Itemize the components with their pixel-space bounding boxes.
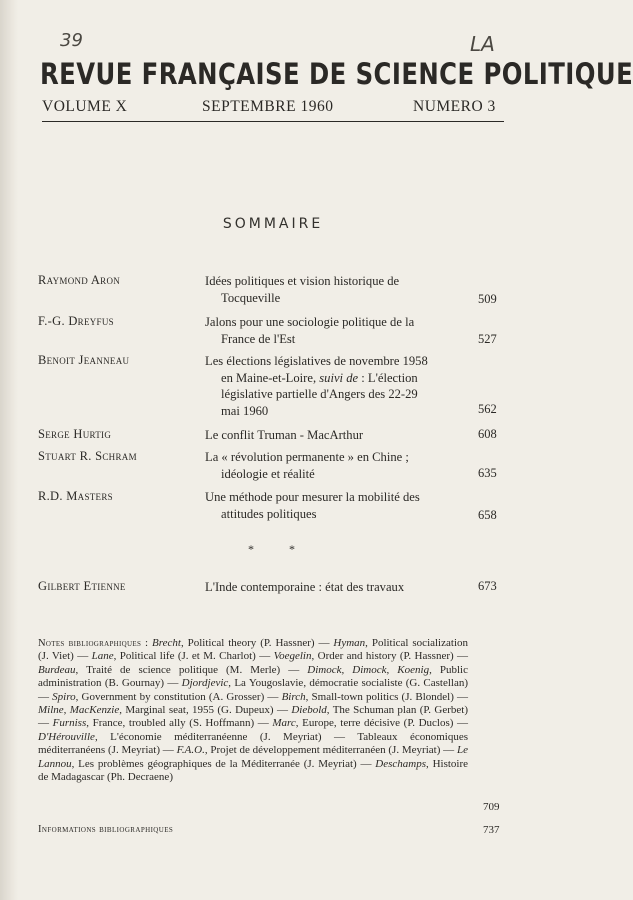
note-author: Birch [281, 690, 306, 703]
entry-author: Stuart R. Schram [38, 449, 137, 463]
handwritten-note-right: LA [470, 32, 495, 56]
entry-title [205, 273, 469, 306]
note-item: F.A.O., Projet de développement méditerranéen (J. Meyriat) [176, 744, 441, 757]
note-title: Political socialization (J. Viet) [38, 637, 468, 663]
note-item: Deschamps, Histoire de Madagascar (Ph. Decraene) [38, 757, 469, 784]
entry-title [205, 314, 469, 347]
note-item: Djordjevic, La Yougoslavie, démocratie socialiste (G. Castellan) [181, 677, 468, 690]
note-title: Histoire de Madagascar (Ph. Decraene) [38, 757, 469, 784]
note-title: Government by constitution (A. Grosser) [81, 690, 265, 703]
entry-page: 509 [478, 292, 497, 306]
entry-page: 562 [478, 402, 497, 416]
note-author: Hyman [333, 637, 366, 649]
note-author: Diebold [291, 704, 327, 717]
note-item: Burdeau, Traité de science politique (M. Merle) [38, 663, 281, 676]
section-separator: * * [248, 542, 311, 556]
entry-author: F.-G. Dreyfus [38, 314, 114, 328]
note-item: Lane, Political life (J. et M. Charlot) [91, 650, 256, 663]
entry-author: Gilbert Etienne [38, 579, 126, 593]
note-author: D'Hérouville [38, 730, 95, 743]
note-item: Furniss, France, troubled ally (S. Hoffmann) [52, 717, 255, 730]
note-title: Public administration (B. Gournay) [38, 663, 468, 690]
note-item: D'Hérouville, L'économie méditerranéenne (J. Meyriat) [38, 730, 322, 743]
note-title: Marginal seat, 1955 (G. Dupeux) [125, 704, 274, 717]
note-item: Spiro, Government by constitution (A. Grosser) [52, 690, 265, 703]
note-title: Political life (J. et M. Charlot) [119, 650, 256, 663]
note-title: Europe, terre décisive (P. Duclos) [302, 717, 454, 730]
note-item: Birch, Small-town politics (J. Blondel) [281, 690, 454, 703]
note-author: Le Lannou [38, 744, 468, 770]
note-title: Traité de science politique (M. Merle) [86, 663, 281, 676]
note-author: Brecht [152, 637, 181, 649]
entry-page: 658 [478, 508, 497, 522]
journal-masthead: REVUE FRANÇAISE DE SCIENCE POLITIQUE [40, 57, 633, 91]
informations-page: 737 [483, 824, 500, 836]
title-line: en Maine-et-Loire, suivi de : L'élection [221, 370, 418, 385]
entry-title [205, 353, 469, 419]
note-item: Milne, MacKenzie, Marginal seat, 1955 (G. Dupeux) [38, 704, 274, 717]
note-author: Spiro [52, 690, 76, 703]
note-title: La Yougoslavie, démocratie socialiste (G. Castellan) [234, 677, 468, 690]
title-line: Idées politiques et vision historique de [205, 274, 400, 288]
title-line: idéologie et réalité [221, 466, 315, 481]
entry-author: R.D. Masters [38, 489, 113, 503]
title-line: La « révolution permanente » en Chine ; [205, 450, 409, 464]
notes-page: 709 [483, 801, 500, 813]
title-line: attitudes politiques [221, 506, 317, 521]
note-item: Diebold, The Schuman plan (P. Gerbet) [291, 704, 468, 717]
bibliographic-notes: Notes bibliographiques : Brecht, Political theory (P. Hassner) — Hyman, Political socialization (J. Viet) — Lane, Political life (J. et M. Charlot) — Voegelin, Order and history (P. Hassner) — Burdeau, Traité de science politique (M. Merle) — Dimock, Dimock, Koenig, Public administration (B. Gournay) — Djordjevic, La Yougoslavie, démocratie socialiste (G. Castellan) — Spiro, Government by constitution (A. Grosser) — Birch, Small-town politics (J. Blondel) — Milne, MacKenzie, Marginal seat, 1955 (G. Dupeux) — Diebold, The Schuman plan (P. Gerbet) — Furniss, France, troubled ally (S. Hoffmann) — Marc, Europe, terre décisive (P. Duclos) — D'Hérouville, L'économie méditerranéenne (J. Meyriat) — Tableaux économiques méditerranéens (J. Meyriat) — F.A.O., Projet de développement méditerranéen (J. Meyriat) — Le Lannou, Les problèmes géographiques de la Méditerranée (J. Meyriat) — Deschamps, Histoire de Madagascar (Ph. Decraene) [38, 637, 469, 784]
entry-author: Raymond Aron [38, 273, 121, 287]
contents-heading: SOMMAIRE [222, 216, 324, 232]
note-title: Political theory (P. Hassner) [187, 637, 315, 649]
note-author: Djordjevic [181, 677, 229, 690]
entry-page: 527 [478, 332, 497, 346]
note-item: Le Lannou, Les problèmes géographiques de la Méditerranée (J. Meyriat) [38, 744, 468, 770]
entry-title [205, 449, 469, 482]
title-line: législative partielle d'Angers des 22-29 [221, 387, 418, 401]
page-spine-shadow [0, 0, 18, 900]
note-item: Dimock, Dimock, Koenig, Public administration (B. Gournay) [38, 663, 468, 690]
title-line: Les élections législatives de novembre 1958 [205, 354, 428, 368]
note-author: Lane [91, 650, 114, 663]
note-author: Burdeau [38, 663, 76, 676]
entry-title [205, 579, 469, 596]
title-line: Jalons pour une sociologie politique de la [205, 315, 415, 329]
entry-author: Benoit Jeanneau [38, 353, 130, 367]
note-item: Voegelin, Order and history (P. Hassner) [273, 650, 454, 663]
issue-date: SEPTEMBRE 1960 [202, 98, 334, 115]
issue-number: NUMERO 3 [413, 98, 496, 115]
note-title: Les problèmes géographiques de la Méditerranée (J. Meyriat) [78, 757, 357, 770]
title-line: France de l'Est [221, 331, 296, 346]
note-author: Milne, MacKenzie [38, 704, 120, 717]
entry-title [205, 489, 469, 522]
title-line: Le conflit Truman - MacArthur [205, 428, 364, 442]
title-line: mai 1960 [221, 403, 269, 418]
note-author: Furniss [52, 717, 87, 730]
note-author: F.A.O. [176, 744, 205, 757]
note-item: Brecht, Political theory (P. Hassner) [152, 637, 315, 649]
entry-title [205, 427, 469, 444]
note-title: Order and history (P. Hassner) [317, 650, 454, 663]
note-title: France, troubled ally (S. Hoffmann) [92, 717, 255, 730]
issue-volume: VOLUME X [42, 98, 128, 115]
title-line: Une méthode pour mesurer la mobilité des [205, 490, 420, 504]
note-author: Deschamps [375, 757, 427, 770]
note-title: Small-town politics (J. Blondel) [311, 690, 454, 703]
notes-label: Notes bibliographiques [38, 638, 142, 649]
entry-author: Serge Hurtig [38, 427, 112, 441]
note-item: Marc, Europe, terre décisive (P. Duclos) [272, 717, 454, 730]
entry-page: 673 [478, 579, 497, 593]
title-line: L'Inde contemporaine : état des travaux [205, 580, 405, 594]
handwritten-note-left: 39 [60, 30, 83, 51]
note-title: Tableaux économiques méditerranéens (J. Meyriat) [38, 730, 468, 757]
note-title: L'économie méditerranéenne (J. Meyriat) [110, 730, 322, 743]
note-item: Hyman, Political socialization (J. Viet) [38, 637, 468, 663]
note-title: The Schuman plan (P. Gerbet) [332, 704, 468, 717]
note-author: Voegelin [273, 650, 312, 663]
title-line: Tocqueville [221, 290, 281, 305]
note-title: Projet de développement méditerranéen (J. Meyriat) [210, 744, 441, 757]
entry-page: 608 [478, 427, 497, 441]
informations-label: Informations bibliographiques [38, 824, 174, 835]
header-rule [42, 121, 504, 122]
note-author: Dimock, Dimock, Koenig [307, 663, 430, 676]
entry-page: 635 [478, 466, 497, 480]
note-author: Marc [272, 717, 296, 730]
